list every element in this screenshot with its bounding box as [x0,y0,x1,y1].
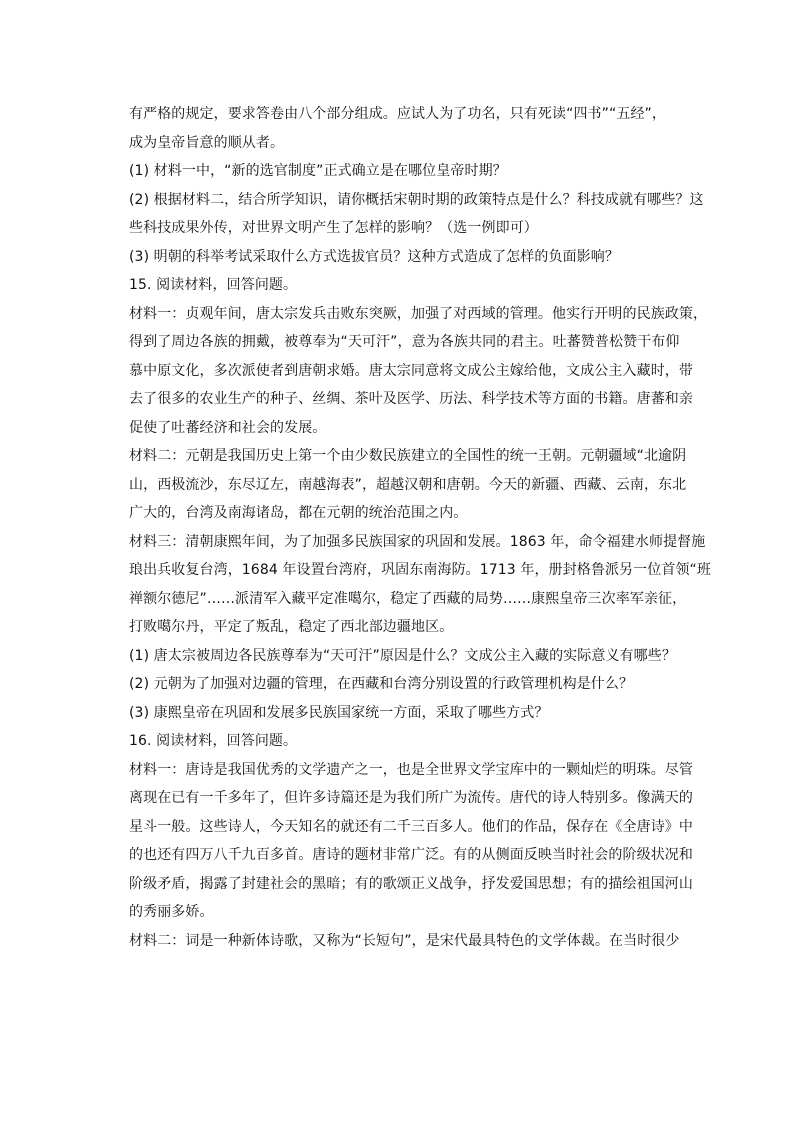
text-line: 离现在已有一千多年了，但许多诗篇还是为我们所广为流传。唐代的诗人特别多。像满天的 [129,790,693,806]
question-1: (1) 唐太宗被周边各民族尊奉为“天可汗”原因是什么？文成公主入藏的实际意义有哪些？ [129,647,676,664]
text-line: 琅出兵收复台湾，1684 年设置台湾府，巩固东南海防。1713 年，册封格鲁派另一位首领“班 [129,562,712,578]
text-line: 禅额尔德尼”……派清军入藏平定准噶尔，稳定了西藏的局势……康熙皇帝三次率军亲征， [129,590,687,607]
text-line: 星斗一般。这些诗人，今天知名的就还有二千三百多人。他们的作品，保存在《全唐诗》中 [129,818,693,835]
text-line: 的秀丽多娇。 [129,904,214,920]
question-2: (2) 根据材料二，结合所学知识，请你概括宋朝时期的政策特点是什么？科技成就有哪些？这 [129,191,704,208]
question-3: (3) 明朝的科举考试采取什么方式选拔官员？这种方式造成了怎样的负面影响？ [129,248,619,265]
material-2: 材料二：词是一种新体诗歌，又称为“长短句”，是宋代最具特色的文学体裁。在当时很少 [129,932,680,949]
text-line: 成为皇帝旨意的顺从者。 [129,134,285,151]
text-line: 去了很多的农业生产的种子、丝绸、茶叶及医学、历法、科学技术等方面的书籍。唐蕃和亲 [129,391,693,407]
section-heading-16: 16. 阅读材料，回答问题。 [129,733,298,749]
document-body [129,100,712,955]
material-1: 材料一：唐诗是我国优秀的文学遗产之一，也是全世界文学宝库中的一颗灿烂的明珠。尽管 [129,761,693,778]
material-1: 材料一：贞观年间，唐太宗发兵击败东突厥，加强了对西域的管理。他实行开明的民族政策， [129,305,708,322]
question-1: (1) 材料一中，“新的选官制度”正式确立是在哪位皇帝时期？ [129,163,507,179]
text-line: 阶级矛盾，揭露了封建社会的黑暗；有的歌颂正义战争，抒发爱国思想；有的描绘祖国河山 [129,875,693,892]
section-heading-15: 15. 阅读材料，回答问题。 [129,277,298,293]
text-line: 些科技成果外传，对世界文明产生了怎样的影响？（选一例即可） [129,220,538,236]
material-3: 材料三：清朝康熙年间，为了加强多民族国家的巩固和发展。1863 年，命令福建水师提督施 [129,533,706,550]
material-2: 材料二：元朝是我国历史上第一个由少数民族建立的全国性的统一王朝。元朝疆域“北逾阴 [129,448,687,464]
text-line: 慕中原文化，多次派使者到唐朝求婚。唐太宗同意将文成公主嫁给他，文成公主入藏时，带 [129,362,693,379]
text-line: 有严格的规定，要求答卷由八个部分组成。应试人为了功名，只有死读“四书”“五经”， [129,106,667,122]
text-line: 山，西极流沙，东尽辽左，南越海表”，超越汉朝和唐朝。今天的新疆、西藏、云南，东北 [129,476,687,493]
text-line: 广大的，台湾及南海诸岛，都在元朝的统治范围之内。 [129,505,468,521]
text-line: 促使了吐蕃经济和社会的发展。 [129,419,327,436]
text-line: 打败噶尔丹，平定了叛乱，稳定了西北部边疆地区。 [129,619,454,635]
text-line: 的也还有四万八千九百多首。唐诗的题材非常广泛。有的从侧面反映当时社会的阶级状况和 [129,847,693,863]
text-line: 得到了周边各族的拥戴，被尊奉为“天可汗”，意为各族共同的君主。吐蕃赞普松赞干布仰 [129,334,680,350]
question-3: (3) 康熙皇帝在巩固和发展多民族国家统一方面，采取了哪些方式？ [129,704,549,721]
question-2: (2) 元朝为了加强对边疆的管理，在西藏和台湾分别设置的行政管理机构是什么？ [129,676,634,692]
